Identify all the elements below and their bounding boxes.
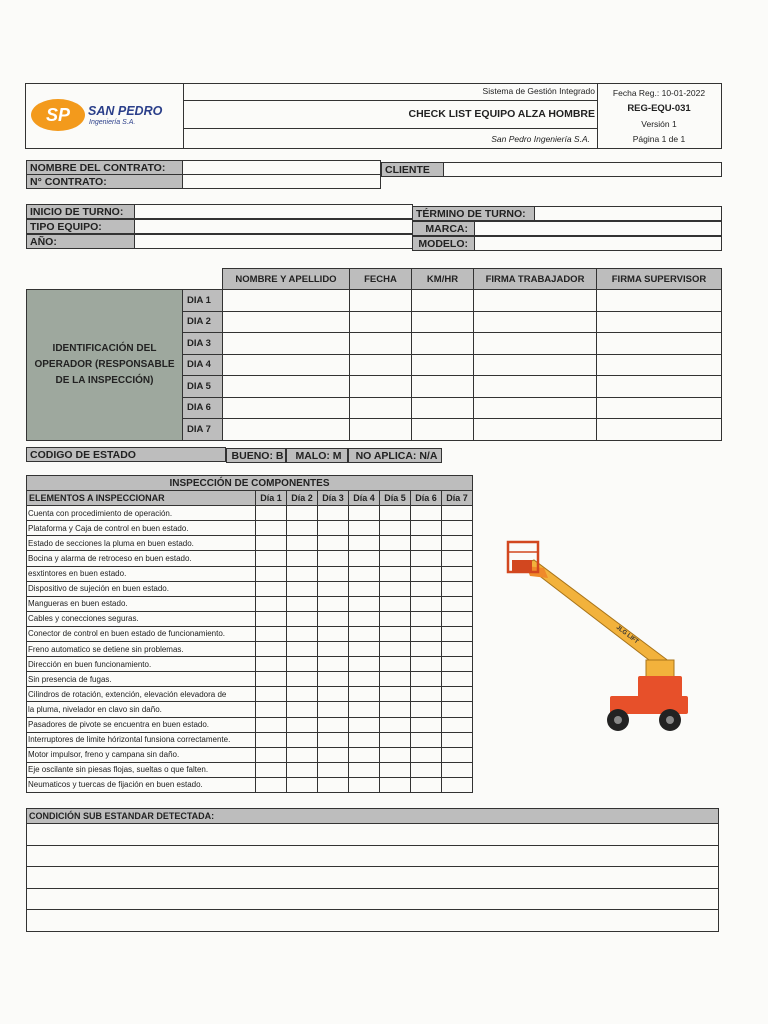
condition-line[interactable] — [27, 845, 719, 867]
day-header: Día 5 — [380, 491, 411, 506]
inspection-item: Cables y conecciones seguras. — [27, 611, 256, 626]
day-check-cell[interactable] — [256, 642, 287, 657]
inspection-row — [27, 717, 473, 732]
inspection-item: Pasadores de pivote se encuentra en buen estado. — [27, 717, 256, 732]
day-check-cell[interactable] — [380, 657, 411, 672]
condition-line[interactable] — [27, 910, 719, 932]
day-check-cell[interactable] — [256, 687, 287, 702]
day-check-cell[interactable] — [349, 566, 380, 581]
version-label: Versión 1 — [641, 119, 677, 129]
day-check-cell[interactable] — [256, 581, 287, 596]
day-header: Día 3 — [318, 491, 349, 506]
operator-table — [26, 268, 722, 441]
day-check-cell[interactable] — [411, 626, 442, 641]
day-check-cell[interactable] — [287, 521, 318, 536]
nombre-contrato-label: NOMBRE DEL CONTRATO: — [26, 160, 183, 175]
day-check-cell[interactable] — [318, 687, 349, 702]
day-check-cell[interactable] — [380, 672, 411, 687]
inspection-row — [27, 687, 473, 702]
day-check-cell[interactable] — [349, 642, 380, 657]
dia-label: DIA 4 — [183, 354, 223, 376]
inspection-item: Neumaticos y tuercas de fijación en buen estado. — [27, 777, 256, 792]
no-aplica-code: NO APLICA: N/A — [348, 448, 442, 463]
day-check-cell[interactable] — [349, 762, 380, 777]
day-check-cell[interactable] — [442, 536, 473, 551]
day-check-cell[interactable] — [349, 521, 380, 536]
inspection-item: Cilindros de rotación, extención, elevación elevadora de — [27, 687, 256, 702]
day-check-cell[interactable] — [380, 687, 411, 702]
day-check-cell[interactable] — [287, 657, 318, 672]
day-check-cell[interactable] — [287, 777, 318, 792]
day-check-cell[interactable] — [380, 551, 411, 566]
day-check-cell[interactable] — [318, 626, 349, 641]
day-check-cell[interactable] — [318, 702, 349, 717]
op-cell[interactable] — [597, 419, 722, 441]
day-check-cell[interactable] — [411, 717, 442, 732]
op-cell[interactable] — [350, 311, 412, 333]
tipo-equipo-label: TIPO EQUIPO: — [26, 219, 135, 234]
day-check-cell[interactable] — [349, 672, 380, 687]
day-check-cell[interactable] — [442, 642, 473, 657]
op-cell[interactable] — [223, 290, 350, 312]
day-check-cell[interactable] — [287, 626, 318, 641]
inspection-item: Mangueras en buen estado. — [27, 596, 256, 611]
day-check-cell[interactable] — [256, 536, 287, 551]
day-check-cell[interactable] — [287, 551, 318, 566]
header-nombre: NOMBRE Y APELLIDO — [223, 269, 350, 290]
inicio-turno-label: INICIO DE TURNO: — [26, 204, 135, 219]
day-check-cell[interactable] — [256, 626, 287, 641]
day-header: Día 2 — [287, 491, 318, 506]
day-check-cell[interactable] — [380, 732, 411, 747]
day-check-cell[interactable] — [256, 551, 287, 566]
condition-line[interactable] — [27, 888, 719, 910]
sistema-label: Sistema de Gestión Integrado — [482, 86, 595, 96]
day-check-cell[interactable] — [318, 642, 349, 657]
op-cell[interactable] — [597, 333, 722, 355]
op-cell[interactable] — [350, 290, 412, 312]
dia-label: DIA 7 — [183, 419, 223, 441]
day-check-cell[interactable] — [318, 732, 349, 747]
day-check-cell[interactable] — [442, 687, 473, 702]
op-cell[interactable] — [412, 419, 474, 441]
op-cell[interactable] — [474, 397, 597, 419]
day-check-cell[interactable] — [256, 611, 287, 626]
day-check-cell[interactable] — [256, 702, 287, 717]
logo-mark: SP — [45, 105, 71, 125]
day-check-cell[interactable] — [411, 702, 442, 717]
header-divider — [183, 83, 184, 149]
day-check-cell[interactable] — [318, 657, 349, 672]
op-cell[interactable] — [412, 376, 474, 398]
day-check-cell[interactable] — [256, 506, 287, 521]
inspection-title: INSPECCIÓN DE COMPONENTES — [27, 476, 473, 491]
day-check-cell[interactable] — [442, 566, 473, 581]
marca-label: MARCA: — [412, 221, 475, 236]
inspection-row — [27, 596, 473, 611]
header-divider — [183, 128, 597, 129]
day-check-cell[interactable] — [287, 732, 318, 747]
inspection-row — [27, 566, 473, 581]
inspection-row — [27, 642, 473, 657]
day-check-cell[interactable] — [380, 611, 411, 626]
inspection-row — [27, 747, 473, 762]
day-check-cell[interactable] — [349, 657, 380, 672]
inspection-row — [27, 762, 473, 777]
day-check-cell[interactable] — [287, 506, 318, 521]
inspection-item: Sin presencia de fugas. — [27, 672, 256, 687]
day-check-cell[interactable] — [380, 717, 411, 732]
day-check-cell[interactable] — [411, 762, 442, 777]
inspection-item: Conector de control en buen estado de funcionamiento. — [27, 626, 256, 641]
day-check-cell[interactable] — [380, 581, 411, 596]
inspection-row — [27, 581, 473, 596]
inspection-item: Plataforma y Caja de control en buen estado. — [27, 521, 256, 536]
op-cell[interactable] — [223, 354, 350, 376]
day-check-cell[interactable] — [411, 672, 442, 687]
day-check-cell[interactable] — [318, 566, 349, 581]
day-check-cell[interactable] — [442, 762, 473, 777]
day-check-cell[interactable] — [442, 506, 473, 521]
day-check-cell[interactable] — [256, 672, 287, 687]
inspection-item: Dispositivo de sujeción en buen estado. — [27, 581, 256, 596]
day-check-cell[interactable] — [442, 747, 473, 762]
day-check-cell[interactable] — [411, 687, 442, 702]
day-check-cell[interactable] — [411, 596, 442, 611]
op-cell[interactable] — [350, 419, 412, 441]
day-check-cell[interactable] — [411, 506, 442, 521]
anio-label: AÑO: — [26, 234, 135, 249]
op-cell[interactable] — [412, 354, 474, 376]
inspection-item: Eje oscilante sin piesas flojas, sueltas o que falten. — [27, 762, 256, 777]
inspection-row — [27, 657, 473, 672]
day-check-cell[interactable] — [380, 626, 411, 641]
day-check-cell[interactable] — [442, 596, 473, 611]
day-check-cell[interactable] — [349, 717, 380, 732]
fecha-reg: Fecha Reg.: 10-01-2022 — [612, 88, 706, 98]
day-check-cell[interactable] — [380, 762, 411, 777]
day-check-cell[interactable] — [411, 657, 442, 672]
operator-identification: IDENTIFICACIÓN DEL OPERADOR (RESPONSABLE DE LA INSPECCIÓN) — [27, 290, 183, 441]
day-check-cell[interactable] — [318, 581, 349, 596]
op-cell[interactable] — [474, 290, 597, 312]
day-check-cell[interactable] — [256, 762, 287, 777]
spacer — [183, 269, 223, 290]
op-cell[interactable] — [597, 354, 722, 376]
op-cell[interactable] — [597, 311, 722, 333]
inspection-table — [26, 475, 473, 793]
inspection-item: Bocina y alarma de retroceso en buen estado. — [27, 551, 256, 566]
day-check-cell[interactable] — [318, 717, 349, 732]
day-check-cell[interactable] — [287, 702, 318, 717]
day-check-cell[interactable] — [287, 687, 318, 702]
inspection-item: Freno automatico se detiene sin problemas. — [27, 642, 256, 657]
dia-label: DIA 5 — [183, 376, 223, 398]
day-check-cell[interactable] — [380, 536, 411, 551]
condition-title: CONDICIÓN SUB ESTANDAR DETECTADA: — [27, 809, 719, 824]
day-check-cell[interactable] — [411, 581, 442, 596]
day-check-cell[interactable] — [349, 777, 380, 792]
header-divider — [183, 100, 597, 101]
op-cell[interactable] — [350, 354, 412, 376]
tipo-equipo-field[interactable] — [134, 219, 413, 234]
day-check-cell[interactable] — [442, 702, 473, 717]
termino-turno-field[interactable] — [534, 206, 722, 221]
op-cell[interactable] — [223, 419, 350, 441]
day-check-cell[interactable] — [287, 642, 318, 657]
day-check-cell[interactable] — [287, 672, 318, 687]
op-cell[interactable] — [597, 376, 722, 398]
equipment-image — [488, 520, 698, 750]
inspection-row — [27, 506, 473, 521]
document-code: REG-EQU-031 — [627, 103, 691, 114]
day-check-cell[interactable] — [318, 521, 349, 536]
op-cell[interactable] — [412, 333, 474, 355]
day-check-cell[interactable] — [318, 777, 349, 792]
day-check-cell[interactable] — [256, 596, 287, 611]
day-check-cell[interactable] — [318, 747, 349, 762]
modelo-label: MODELO: — [412, 236, 475, 251]
inspection-row — [27, 672, 473, 687]
inspection-item: Cuenta con procedimiento de operación. — [27, 506, 256, 521]
empresa-label: San Pedro Ingeniería S.A. — [491, 134, 590, 144]
day-check-cell[interactable] — [442, 611, 473, 626]
header-kmhr: KM/HR — [412, 269, 474, 290]
day-header: Día 6 — [411, 491, 442, 506]
day-check-cell[interactable] — [349, 596, 380, 611]
op-cell[interactable] — [223, 397, 350, 419]
inicio-turno-field[interactable] — [134, 204, 413, 219]
day-check-cell[interactable] — [287, 747, 318, 762]
inspection-row — [27, 611, 473, 626]
day-check-cell[interactable] — [287, 581, 318, 596]
day-check-cell[interactable] — [442, 657, 473, 672]
day-header: Día 7 — [442, 491, 473, 506]
day-check-cell[interactable] — [442, 551, 473, 566]
day-check-cell[interactable] — [380, 596, 411, 611]
spacer — [27, 269, 183, 290]
day-check-cell[interactable] — [256, 732, 287, 747]
day-check-cell[interactable] — [411, 536, 442, 551]
anio-field[interactable] — [134, 234, 413, 249]
day-check-cell[interactable] — [442, 732, 473, 747]
inspection-item: Interruptores de limite hórizontal funsiona correctamente. — [27, 732, 256, 747]
modelo-field[interactable] — [474, 236, 722, 251]
condition-line[interactable] — [27, 867, 719, 889]
op-cell[interactable] — [223, 333, 350, 355]
day-check-cell[interactable] — [380, 747, 411, 762]
header-fecha: FECHA — [350, 269, 412, 290]
n-contrato-field[interactable] — [182, 174, 381, 189]
inspection-row — [27, 536, 473, 551]
op-cell[interactable] — [412, 290, 474, 312]
day-check-cell[interactable] — [318, 536, 349, 551]
op-cell[interactable] — [474, 376, 597, 398]
header-firma-supervisor: FIRMA SUPERVISOR — [597, 269, 722, 290]
inspection-item: esxtintores en buen estado. — [27, 566, 256, 581]
day-check-cell[interactable] — [411, 551, 442, 566]
nombre-contrato-field[interactable] — [182, 160, 381, 175]
header-firma-trabajador: FIRMA TRABAJADOR — [474, 269, 597, 290]
day-check-cell[interactable] — [287, 611, 318, 626]
inspection-row — [27, 702, 473, 717]
day-check-cell[interactable] — [380, 506, 411, 521]
inspection-item: Dirección en buen funcionamiento. — [27, 657, 256, 672]
day-check-cell[interactable] — [442, 672, 473, 687]
day-check-cell[interactable] — [411, 747, 442, 762]
day-check-cell[interactable] — [287, 717, 318, 732]
termino-turno-label: TÉRMINO DE TURNO: — [412, 206, 535, 221]
day-check-cell[interactable] — [411, 566, 442, 581]
day-check-cell[interactable] — [411, 777, 442, 792]
day-check-cell[interactable] — [318, 611, 349, 626]
day-check-cell[interactable] — [349, 611, 380, 626]
day-check-cell[interactable] — [442, 777, 473, 792]
bueno-code: BUENO: B — [226, 448, 286, 463]
day-check-cell[interactable] — [318, 672, 349, 687]
company-sub: Ingeniería S.A. — [89, 119, 136, 126]
day-check-cell[interactable] — [287, 566, 318, 581]
day-check-cell[interactable] — [380, 566, 411, 581]
cliente-label: CLIENTE — [381, 162, 444, 177]
op-cell[interactable] — [350, 333, 412, 355]
day-check-cell[interactable] — [380, 777, 411, 792]
day-check-cell[interactable] — [411, 521, 442, 536]
op-cell[interactable] — [223, 376, 350, 398]
day-check-cell[interactable] — [256, 566, 287, 581]
inspection-row — [27, 626, 473, 641]
op-cell[interactable] — [597, 397, 722, 419]
dia-label: DIA 6 — [183, 397, 223, 419]
day-check-cell[interactable] — [349, 747, 380, 762]
dia-label: DIA 1 — [183, 290, 223, 312]
day-check-cell[interactable] — [442, 717, 473, 732]
day-check-cell[interactable] — [349, 506, 380, 521]
day-check-cell[interactable] — [349, 536, 380, 551]
day-check-cell[interactable] — [287, 536, 318, 551]
day-check-cell[interactable] — [380, 521, 411, 536]
day-check-cell[interactable] — [349, 732, 380, 747]
page-title: CHECK LIST EQUIPO ALZA HOMBRE — [408, 108, 595, 120]
day-check-cell[interactable] — [411, 642, 442, 657]
inspection-item: Motor impulsor, freno y campana sin daño. — [27, 747, 256, 762]
inspection-row — [27, 732, 473, 747]
day-check-cell[interactable] — [256, 717, 287, 732]
day-check-cell[interactable] — [256, 521, 287, 536]
day-header: Día 1 — [256, 491, 287, 506]
day-check-cell[interactable] — [318, 551, 349, 566]
op-cell[interactable] — [223, 311, 350, 333]
day-check-cell[interactable] — [256, 747, 287, 762]
day-check-cell[interactable] — [287, 762, 318, 777]
op-cell[interactable] — [474, 311, 597, 333]
inspection-item: la pluma, nivelador en clavo sin daño. — [27, 702, 256, 717]
day-check-cell[interactable] — [442, 581, 473, 596]
inspection-row — [27, 777, 473, 792]
page-number: Página 1 de 1 — [632, 134, 686, 144]
day-check-cell[interactable] — [411, 732, 442, 747]
day-check-cell[interactable] — [349, 581, 380, 596]
day-check-cell[interactable] — [380, 642, 411, 657]
day-check-cell[interactable] — [349, 687, 380, 702]
cliente-field[interactable] — [443, 162, 722, 177]
company-name: SAN PEDRO — [88, 104, 163, 118]
company-logo — [28, 86, 183, 144]
op-cell[interactable] — [474, 333, 597, 355]
day-check-cell[interactable] — [287, 596, 318, 611]
day-check-cell[interactable] — [442, 521, 473, 536]
marca-field[interactable] — [474, 221, 722, 236]
day-check-cell[interactable] — [349, 626, 380, 641]
day-check-cell[interactable] — [318, 762, 349, 777]
day-check-cell[interactable] — [318, 596, 349, 611]
inspection-row — [27, 521, 473, 536]
inspection-row — [27, 551, 473, 566]
elements-header: ELEMENTOS A INSPECCIONAR — [27, 491, 256, 506]
op-cell[interactable] — [474, 419, 597, 441]
day-check-cell[interactable] — [256, 777, 287, 792]
brand-label: JLG LIFT — [614, 624, 640, 646]
dia-label: DIA 2 — [183, 311, 223, 333]
day-header: Día 4 — [349, 491, 380, 506]
condition-table — [26, 808, 719, 932]
day-check-cell[interactable] — [349, 702, 380, 717]
day-check-cell[interactable] — [380, 702, 411, 717]
condition-line[interactable] — [27, 824, 719, 846]
day-check-cell[interactable] — [442, 626, 473, 641]
day-check-cell[interactable] — [411, 611, 442, 626]
op-cell[interactable] — [350, 397, 412, 419]
day-check-cell[interactable] — [349, 551, 380, 566]
op-cell[interactable] — [412, 397, 474, 419]
codigo-estado-label: CODIGO DE ESTADO — [26, 447, 226, 462]
inspection-item: Estado de secciones la pluma en buen estado. — [27, 536, 256, 551]
dia-label: DIA 3 — [183, 333, 223, 355]
malo-code: MALO: M — [286, 448, 348, 463]
op-cell[interactable] — [474, 354, 597, 376]
day-check-cell[interactable] — [256, 657, 287, 672]
day-check-cell[interactable] — [318, 506, 349, 521]
op-cell[interactable] — [597, 290, 722, 312]
n-contrato-label: N° CONTRATO: — [26, 174, 183, 189]
op-cell[interactable] — [350, 376, 412, 398]
op-cell[interactable] — [412, 311, 474, 333]
